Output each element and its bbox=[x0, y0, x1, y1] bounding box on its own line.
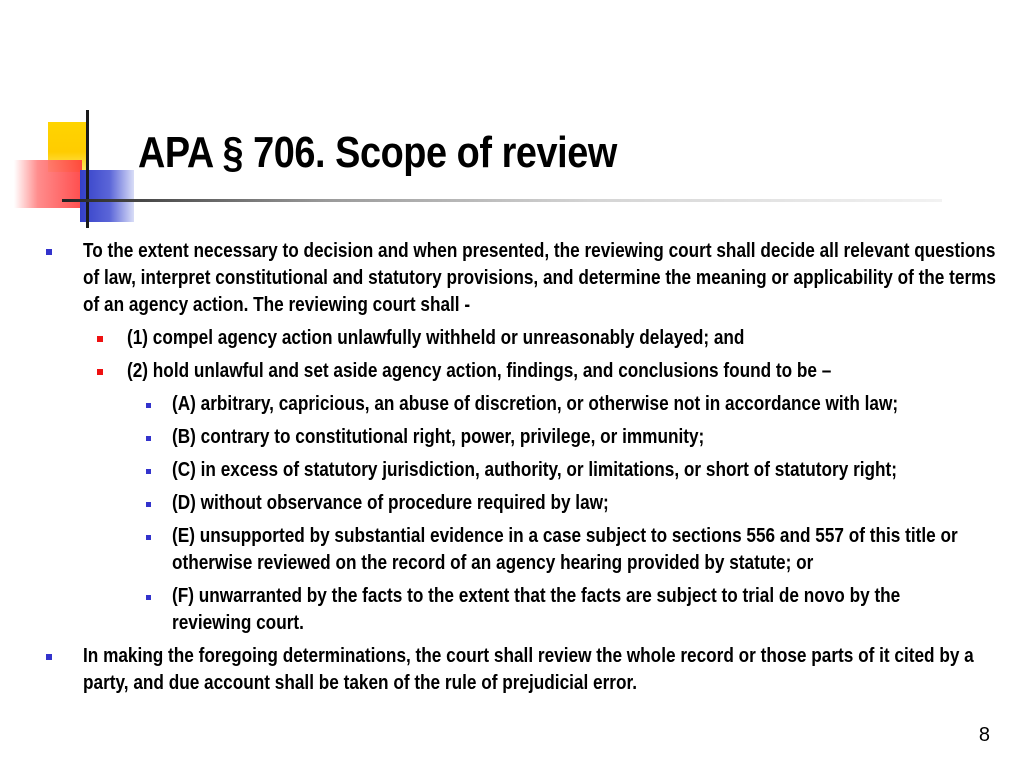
list-item bbox=[172, 391, 1024, 418]
list-item bbox=[83, 238, 1024, 319]
list-item bbox=[83, 643, 1024, 697]
bullet-icon bbox=[146, 595, 151, 600]
bullet-icon bbox=[146, 535, 151, 540]
bullet-icon bbox=[46, 654, 52, 660]
slide-title: APA § 706. Scope of review bbox=[138, 128, 617, 177]
list-item-text: (A) arbitrary, capricious, an abuse of discretion, or otherwise not in accordance with law; bbox=[172, 393, 899, 415]
list-item bbox=[172, 457, 1024, 484]
bullet-icon bbox=[97, 336, 103, 342]
list-item bbox=[172, 424, 1024, 451]
list-item-text: (2) hold unlawful and set aside agency action, findings, and conclusions found to be – bbox=[127, 360, 832, 382]
list-item bbox=[172, 523, 1024, 577]
list-item-text: (E) unsupported by substantial evidence in a case subject to sections 556 and 557 of this title or otherwise reviewed on the record of an agency hearing provided by statute; or bbox=[172, 525, 958, 574]
list-item-text: (D) without observance of procedure required by law; bbox=[172, 492, 609, 514]
list-item-text: In making the foregoing determinations, the court shall review the whole record or those parts of it cited by a party, and due account shall be taken of the rule of prejudicial error. bbox=[83, 645, 974, 694]
list-item-text: (B) contrary to constitutional right, power, privilege, or immunity; bbox=[172, 426, 705, 448]
bullet-icon bbox=[146, 403, 151, 408]
title-underline bbox=[62, 199, 942, 202]
list-item bbox=[127, 358, 1024, 385]
list-item-text: (F) unwarranted by the facts to the extent that the facts are subject to trial de novo by the reviewing court. bbox=[172, 585, 901, 634]
list-item bbox=[127, 325, 1024, 352]
list-item-text: To the extent necessary to decision and when presented, the reviewing court shall decide all relevant questions of law, interpret constitutional and statutory provisions, and determine the meaning or applicability of the terms of an agency action. The reviewing court shall - bbox=[83, 240, 997, 316]
bullet-icon bbox=[97, 369, 103, 375]
decorative-vertical-line bbox=[86, 110, 89, 228]
list-item-text: (1) compel agency action unlawfully withheld or unreasonably delayed; and bbox=[127, 327, 745, 349]
list-item bbox=[172, 490, 1024, 517]
bullet-icon bbox=[146, 469, 151, 474]
list-item bbox=[172, 583, 1024, 637]
bullet-icon bbox=[46, 249, 52, 255]
bullet-icon bbox=[146, 436, 151, 441]
bullet-icon bbox=[146, 502, 151, 507]
page-number: 8 bbox=[978, 724, 990, 746]
list-item-text: (C) in excess of statutory jurisdiction, authority, or limitations, or short of statutory right; bbox=[172, 459, 898, 481]
